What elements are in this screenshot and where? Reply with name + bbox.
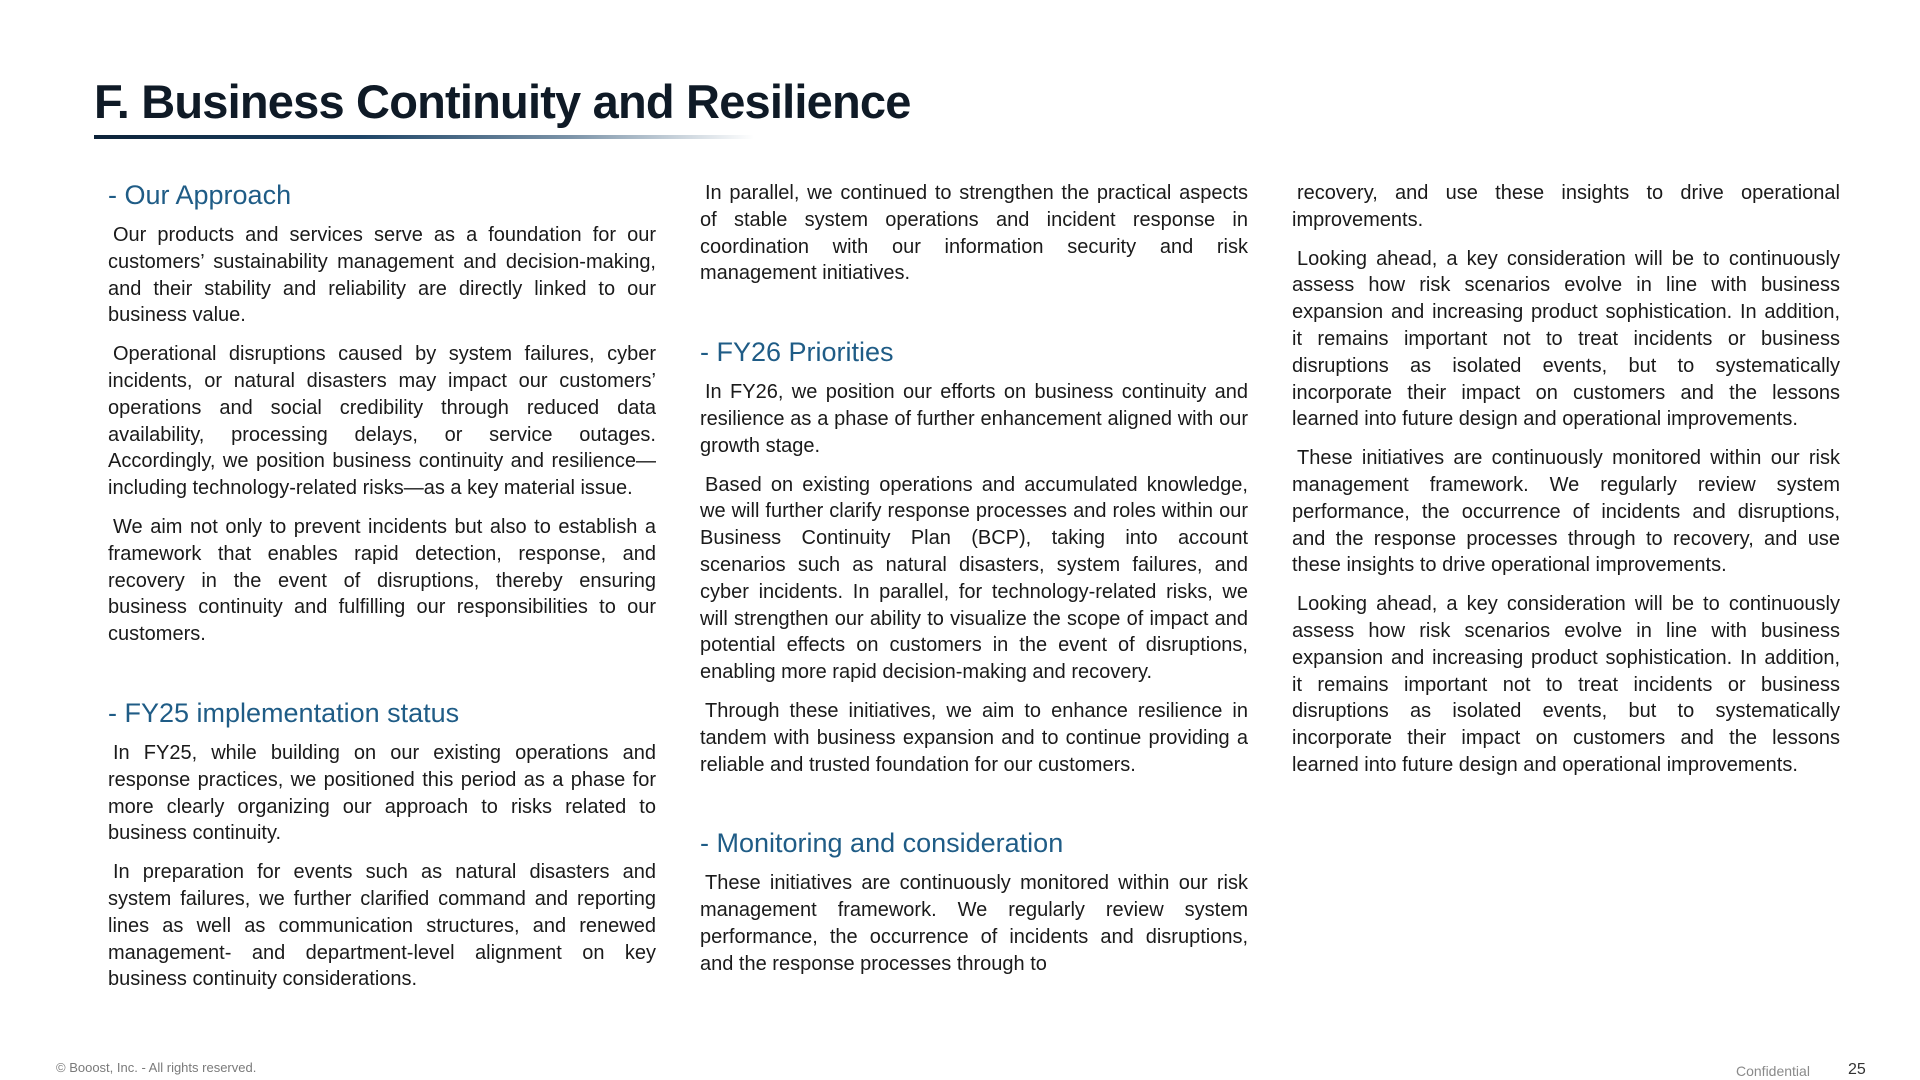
fy25-continued-paragraph: In parallel, we continued to strengthen the practical aspects of stable system operations and incident response in coordination with our information security and risk management initiatives. bbox=[700, 182, 1248, 285]
fy26-priorities-paragraph: Through these initiatives, we aim to enhance resilience in tandem with business expansion and to continue providing a reliable and trusted foundation for our customers. bbox=[700, 699, 1248, 776]
column-middle bbox=[700, 180, 1248, 990]
column-right bbox=[1292, 180, 1840, 791]
monitoring-continued-paragraph: These initiatives are continuously monitored within our risk management framework. We regularly review system performance, the occurrence of incidents and disruptions, and the response processes through to recovery, and use these insights to drive operational improvements. bbox=[1292, 447, 1840, 577]
monitoring-continued-paragraph: recovery, and use these insights to drive operational improvements. bbox=[1292, 182, 1840, 231]
page-title: F. Business Continuity and Resilience bbox=[94, 75, 911, 128]
heading-our-approach: - Our Approach bbox=[108, 180, 292, 210]
our-approach-paragraph: Operational disruptions caused by system failures, cyber incidents, or natural disasters may impact our customers’ operations and social credibility through reduced data availability, processing delays, or service outages. Accordingly, we position business continuity and resilience—including technology-related risks—as a key material issue. bbox=[108, 343, 656, 500]
fy25-status-paragraph: In preparation for events such as natural disasters and system failures, we further clarified command and reporting lines as well as communication structures, and renewed management- and department-level alignment on key business continuity considerations. bbox=[108, 861, 656, 991]
column-left bbox=[108, 180, 656, 1005]
heading-fy26-priorities: - FY26 Priorities bbox=[700, 337, 894, 368]
footer-confidential-label: Confidential bbox=[1736, 1063, 1810, 1079]
heading-monitoring-and-consideration: - Monitoring and consideration bbox=[700, 828, 1064, 859]
monitoring-continued-paragraph: Looking ahead, a key consideration will be to continuously assess how risk scenarios evolve in line with business expansion and increasing product sophistication. In addition, it remains important not to treat incidents or business disruptions as isolated events, but to systematically incorporate their impact on customers and the lessons learned into future design and operational improvements. bbox=[1292, 247, 1840, 431]
fy25-status-paragraph: In FY25, while building on our existing operations and response practices, we positioned this period as a phase for more clearly organizing our approach to risks related to business continuity. bbox=[108, 741, 656, 845]
footer-copyright: © Booost, Inc. - All rights reserved. bbox=[56, 1060, 257, 1075]
heading-fy25-implementation-status: - FY25 implementation status bbox=[108, 697, 460, 728]
monitoring-paragraph: These initiatives are continuously monitored within our risk management framework. We regularly review system performance, the occurrence of incidents and disruptions, and the response processes through to bbox=[700, 872, 1248, 975]
fy26-priorities-paragraph: Based on existing operations and accumulated knowledge, we will further clarify response processes and roles within our Business Continuity Plan (BCP), taking into account scenarios such as natural disasters, system failures, and cyber incidents. In parallel, for technology-related risks, we will strengthen our ability to visualize the scope of impact and potential effects on customers in the event of disruptions, enabling more rapid decision-making and recovery. bbox=[700, 473, 1248, 684]
monitoring-continued-paragraph: Looking ahead, a key consideration will be to continuously assess how risk scenarios evolve in line with business expansion and increasing product sophistication. In addition, it remains important not to treat incidents or business disruptions as isolated events, but to systematically incorporate their impact on customers and the lessons learned into future design and operational improvements. bbox=[1292, 593, 1840, 776]
title-underline bbox=[94, 135, 754, 139]
fy26-priorities-paragraph: In FY26, we position our efforts on business continuity and resilience as a phase of further enhancement aligned with our growth stage. bbox=[700, 381, 1248, 457]
our-approach-paragraph: Our products and services serve as a foundation for our customers’ sustainability management and decision-making, and their stability and reliability are directly linked to our business value. bbox=[108, 224, 656, 327]
our-approach-paragraph: We aim not only to prevent incidents but also to establish a framework that enables rapid detection, response, and recovery in the event of disruptions, thereby ensuring business continuity and fulfilling our responsibilities to our customers. bbox=[108, 515, 656, 646]
page-number: 25 bbox=[1848, 1061, 1866, 1078]
